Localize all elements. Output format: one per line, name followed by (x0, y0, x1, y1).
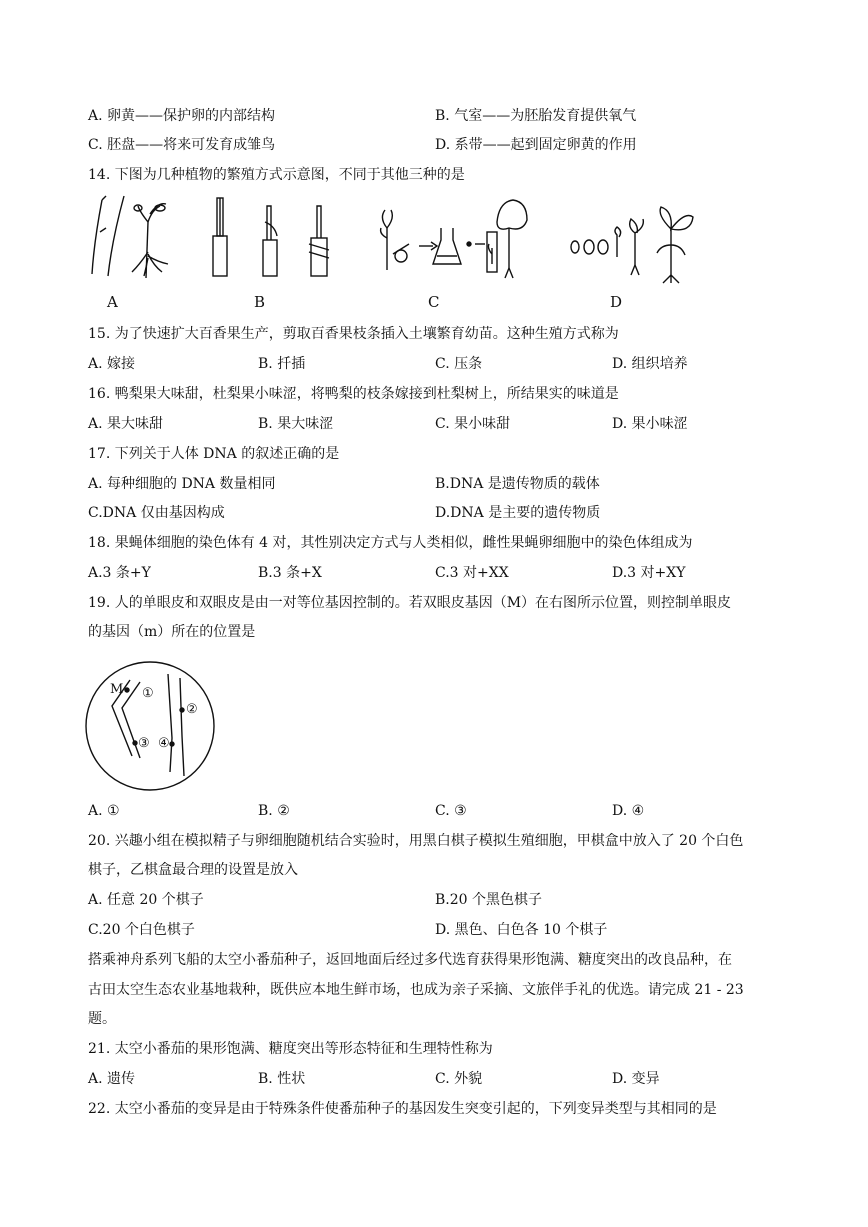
q18-stem: 18. 果蝇体细胞的染色体有 4 对，其性别决定方式与人类相似，雌性果蝇卵细胞中的染色体组成为 (88, 535, 693, 551)
q19-option-c: C. ③ (435, 803, 467, 819)
q19-label-4: ④ (158, 736, 170, 751)
q16-stem: 16. 鸭梨果大味甜，杜梨果小味涩，将鸭梨的枝条嫁接到杜梨树上，所结果实的味道是 (88, 386, 619, 402)
q20-stem-line1: 20. 兴趣小组在模拟精子与卵细胞随机结合实验时，用黑白棋子模拟生殖细胞，甲棋盒中放入了 20 个白色 (88, 833, 744, 849)
q13-option-b: B. 气室——为胚胎发育提供氧气 (435, 108, 637, 124)
q19-chromosome-figure (82, 660, 218, 792)
q15-option-a: A. 嫁接 (88, 356, 136, 372)
q15-option-d: D. 组织培养 (612, 356, 688, 372)
q15-stem: 15. 为了快速扩大百香果生产，剪取百香果枝条插入土壤繁育幼苗。这种生殖方式称为 (88, 326, 619, 342)
q19-stem-line2: 的基因（m）所在的位置是 (88, 624, 256, 640)
q14-label-a: A (107, 293, 118, 311)
q19-option-a: A. ① (88, 803, 120, 819)
q13-option-a: A. 卵黄——保护卵的内部结构 (88, 108, 276, 124)
q14-label-c: C (428, 293, 440, 311)
q18-option-a: A.3 条+Y (88, 565, 151, 581)
passage-line3: 题。 (88, 1011, 116, 1027)
q14-figure-b (205, 192, 335, 282)
q19-option-d: D. ④ (612, 803, 645, 819)
q14-figure-c (375, 198, 535, 282)
q21-option-b: B. 性状 (258, 1071, 306, 1087)
q16-option-c: C. 果小味甜 (435, 416, 511, 432)
q14-figure-a (80, 192, 190, 282)
q20-option-c: C.20 个白色棋子 (88, 922, 195, 938)
q21-option-d: D. 变异 (612, 1071, 660, 1087)
q17-option-b: B.DNA 是遗传物质的载体 (435, 476, 600, 492)
q14-label-d: D (610, 293, 623, 311)
passage-line2: 古田太空生态农业基地栽种，既供应本地生鲜市场，也成为亲子采摘、文旅伴手礼的优选。请完成 21 - 23 (88, 982, 744, 998)
q14-label-b: B (254, 293, 266, 311)
q20-option-a: A. 任意 20 个棋子 (88, 892, 204, 908)
q20-option-d: D. 黑色、白色各 10 个棋子 (435, 922, 608, 938)
q13-option-d: D. 系带——起到固定卵黄的作用 (435, 137, 637, 153)
q17-stem: 17. 下列关于人体 DNA 的叙述正确的是 (88, 446, 340, 462)
q17-option-d: D.DNA 是主要的遗传物质 (435, 505, 601, 521)
q19-label-3: ③ (138, 736, 150, 751)
q15-option-c: C. 压条 (435, 356, 483, 372)
q19-label-1: ① (142, 686, 154, 701)
passage-line1: 搭乘神舟系列飞船的太空小番茄种子，返回地面后经过多代选育获得果形饱满、糖度突出的改良品种，在 (88, 952, 732, 968)
q21-stem: 21. 太空小番茄的果形饱满、糖度突出等形态特征和生理特性称为 (88, 1041, 493, 1057)
q17-option-a: A. 每种细胞的 DNA 数量相同 (88, 476, 276, 492)
q20-option-b: B.20 个黑色棋子 (435, 892, 543, 908)
q16-option-b: B. 果大味涩 (258, 416, 334, 432)
q19-label-m: M (110, 682, 124, 697)
q16-option-a: A. 果大味甜 (88, 416, 164, 432)
q18-option-c: C.3 对+XX (435, 565, 509, 581)
q14-figure-d (565, 205, 700, 283)
q18-option-b: B.3 条+X (258, 565, 322, 581)
q19-stem-line1: 19. 人的单眼皮和双眼皮是由一对等位基因控制的。若双眼皮基因（M）在右图所示位置，则控制单眼皮 (88, 595, 732, 611)
q13-option-c: C. 胚盘——将来可发育成雏鸟 (88, 137, 276, 153)
q21-option-a: A. 遗传 (88, 1071, 136, 1087)
q21-option-c: C. 外貌 (435, 1071, 483, 1087)
q16-option-d: D. 果小味涩 (612, 416, 688, 432)
q22-stem: 22. 太空小番茄的变异是由于特殊条件使番茄种子的基因发生突变引起的，下列变异类型与其相同的是 (88, 1101, 717, 1117)
q19-option-b: B. ② (258, 803, 290, 819)
q18-option-d: D.3 对+XY (612, 565, 686, 581)
q20-stem-line2: 棋子，乙棋盒最合理的设置是放入 (88, 862, 298, 878)
q19-label-2: ② (186, 702, 198, 717)
q17-option-c: C.DNA 仅由基因构成 (88, 505, 225, 521)
q15-option-b: B. 扦插 (258, 356, 306, 372)
q14-stem: 14. 下图为几种植物的繁殖方式示意图，不同于其他三种的是 (88, 167, 465, 183)
